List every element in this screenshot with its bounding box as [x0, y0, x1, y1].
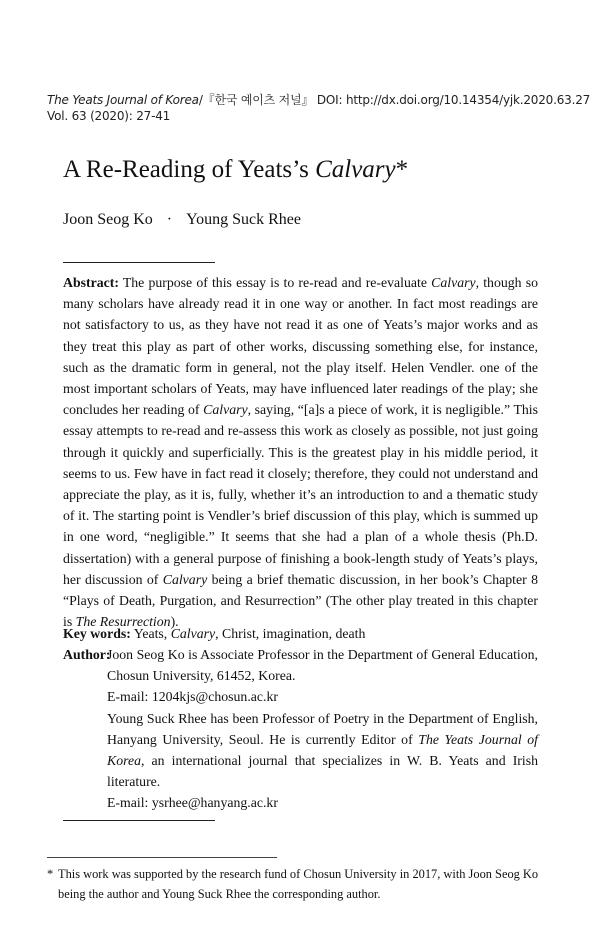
journal-title: The Yeats Journal of Korea — [47, 93, 199, 107]
author-info — [63, 644, 538, 814]
paper-title — [63, 155, 408, 185]
keywords-text: Yeats, — [130, 626, 171, 641]
footnote-rule — [47, 857, 277, 858]
abstract-italic: The Resurrection — [75, 614, 171, 630]
keywords-italic: Calvary — [170, 626, 216, 641]
author-second: Young Suck Rhee — [186, 211, 301, 228]
abstract-text: , saying, “[a]s a piece of work, it is negligible.” This essay attempts to re-read and re-assess this work as closely as possible, not just going through it quickly and superficially. This is the greatest play in his middle period, it seems to us. Few have in fact read it closely; therefore, they could not understand and appreciate the play, as it is, fully, whether it’s an introduction to and a thematic study of it. The starting point is Vendler’s brief discussion of this play, which is summed up in one word, “negligible.” It seems that she had a plan of a whole thesis (Ph.D. dissertation) with a general purpose of finishing a book-length study of Yeats’s plays, her discussion of — [63, 402, 538, 587]
rhee-journal-title: The Yeats Journal of Korea — [107, 731, 539, 769]
volume-line: Vol. 63 (2020): 27-41 — [47, 109, 171, 123]
author-ko-email[interactable]: E-mail: 1204kjs@chosun.ac.kr — [107, 689, 278, 705]
author-ko-bio: Joon Seog Ko is Associate Professor in the Department of General Education, Chosun University, 61452, Korea. — [107, 647, 538, 684]
author-rhee-email[interactable]: E-mail: ysrhee@hanyang.ac.kr — [107, 795, 278, 811]
author-label-text: Author: — [63, 647, 111, 662]
keywords — [63, 623, 538, 644]
journal-korean-title: /『한국 예이츠 저널』 — [198, 93, 314, 107]
author-separator: · — [166, 211, 173, 228]
abstract-label: Abstract: — [63, 275, 119, 290]
abstract-text: being a brief thematic discussion, in her book’s Chapter 8 “Plays of Death, Purgation, and Resurrection” (The other play treated in this chapter is — [63, 571, 538, 630]
title-work: Calvary — [315, 156, 396, 183]
doi-link[interactable]: DOI: http://dx.doi.org/10.14354/yjk.2020.63.27 — [313, 93, 591, 107]
footnote — [47, 865, 553, 904]
abstract-text: ). — [170, 614, 179, 630]
abstract-top-rule — [63, 262, 215, 263]
abstract-italic: Calvary — [203, 402, 248, 418]
abstract-text: The purpose of this essay is to re-read and re-evaluate — [118, 275, 432, 290]
title-main: A Re-Reading of Yeats’s — [63, 156, 316, 183]
footnote-text: This work was supported by the research fund of Chosun University in 2017, with Joon Seog Ko being the author and Young Suck Rhee the corresponding author. — [58, 867, 539, 901]
author-names — [63, 209, 301, 231]
author-info-label — [63, 644, 111, 665]
title-footnote-mark: * — [395, 156, 409, 183]
author-info-content — [107, 644, 538, 814]
abstract-italic: Calvary — [162, 571, 208, 587]
keywords-text: , Christ, imagination, death — [215, 626, 366, 641]
rhee-bio-text: , an international journal that specializes in W. B. Yeats and Irish literature. — [107, 753, 538, 790]
abstract-italic: Calvary — [431, 275, 476, 290]
rhee-bio-text: Young Suck Rhee has been Professor of Poetry in the Department of English, Hanyang University, Seoul. He is currently Editor of — [107, 710, 538, 747]
abstract-bottom-rule — [63, 820, 215, 821]
author-rhee-bio — [107, 708, 538, 793]
journal-header — [47, 92, 591, 124]
keywords-label: Key words: — [63, 626, 131, 641]
abstract — [63, 272, 538, 632]
journal-citation-line — [47, 92, 591, 108]
abstract-text: , though so many scholars have already read it in one way or another. In fact most readings are not satisfactory to us, as they have not read it as one of Yeats’s major works and as they treat this play as part of other works, discussing something else, for instance, such as the dramatic form in general, not the play itself. Helen Vendler. one of the most important scholars of Yeats, may have influenced later readings of the play; she concludes her reading of — [63, 275, 538, 418]
footnote-mark: * — [47, 867, 54, 881]
author-first: Joon Seog Ko — [63, 211, 153, 228]
